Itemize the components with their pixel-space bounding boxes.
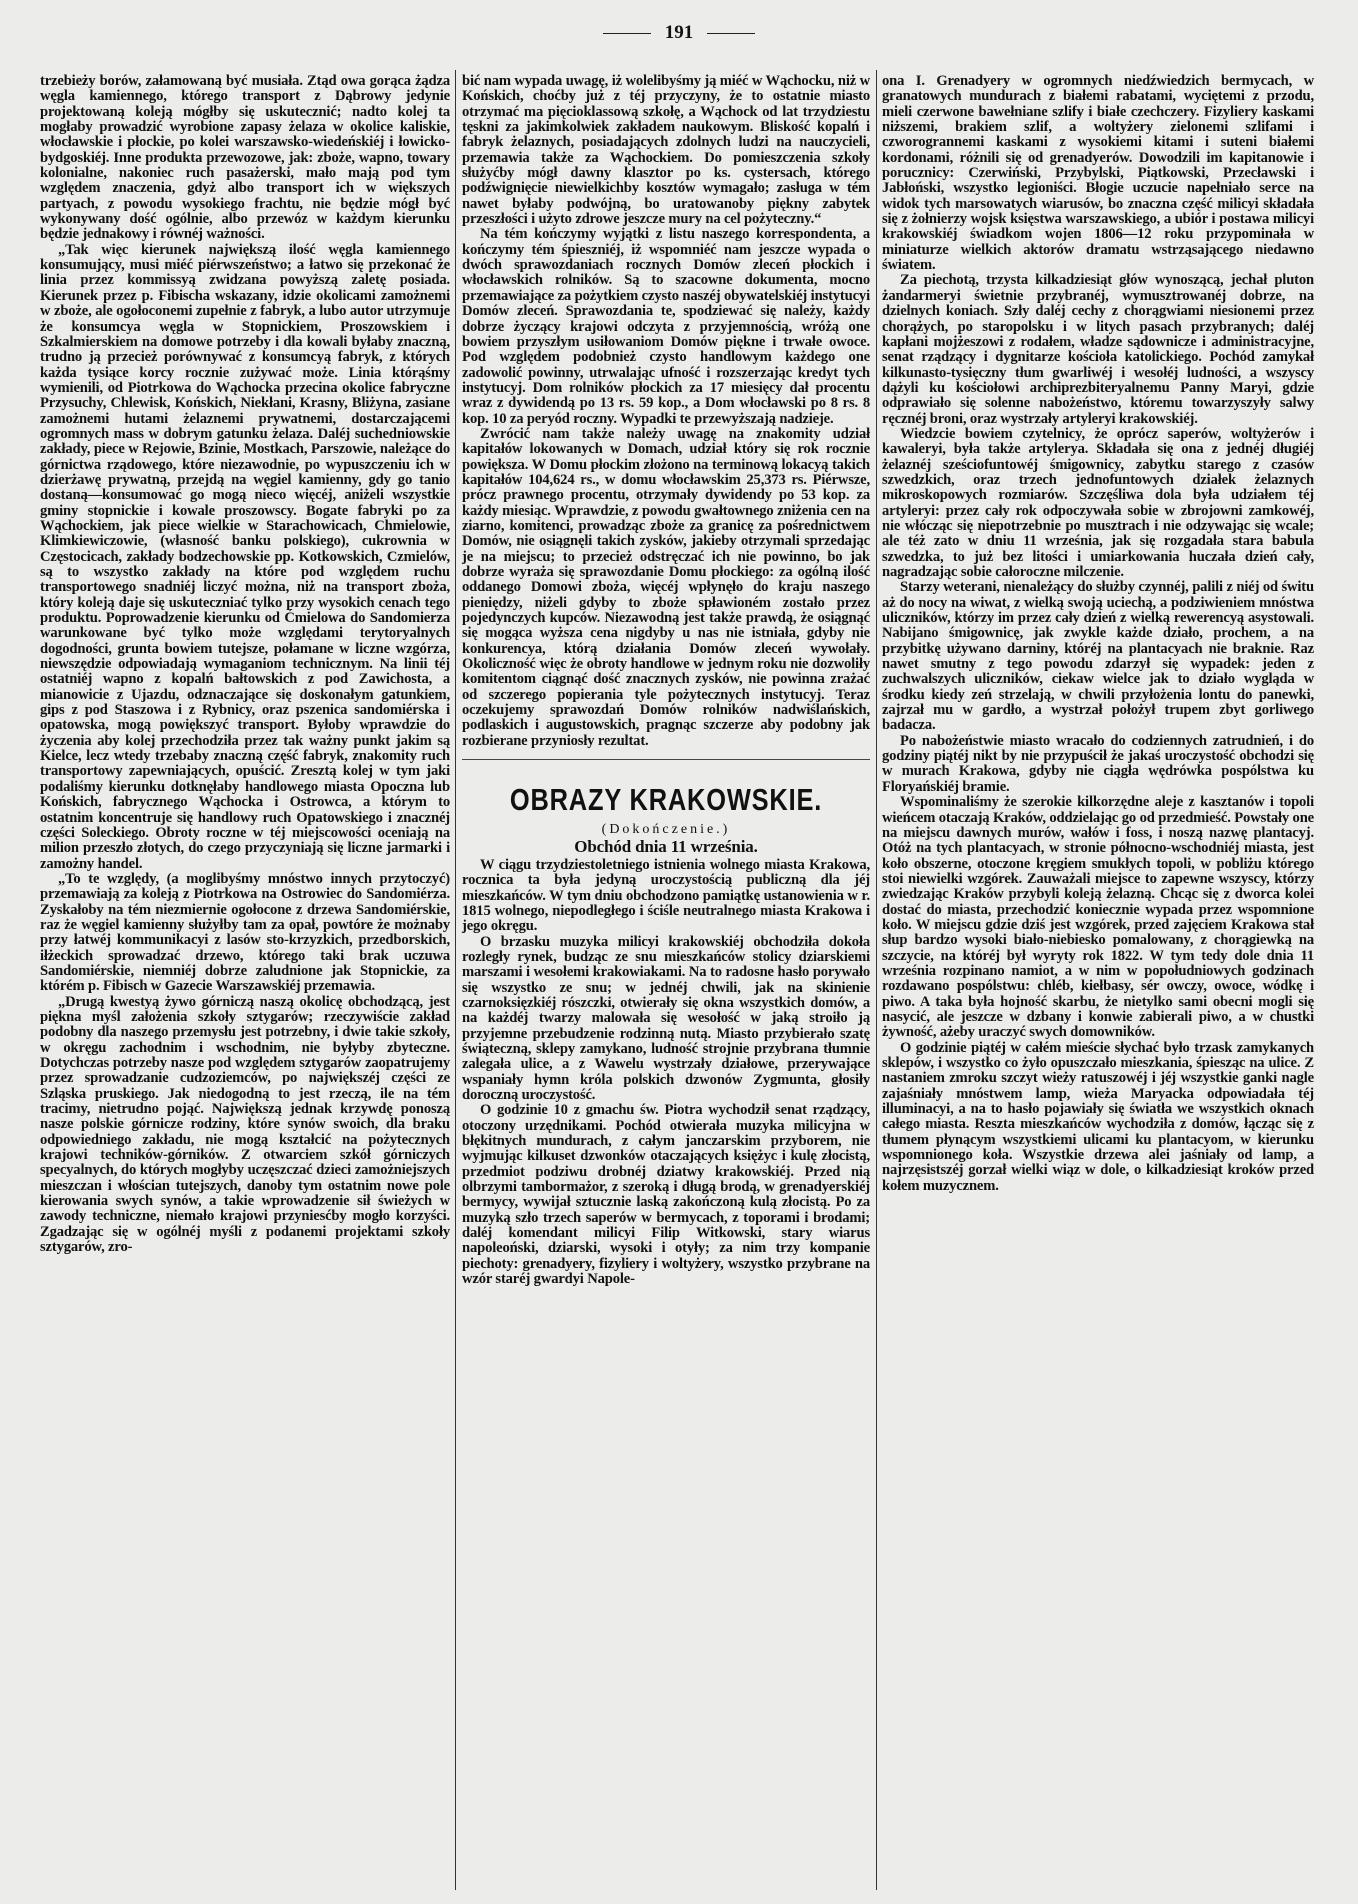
page-number-text: 191 — [664, 22, 694, 43]
column-2 — [462, 74, 870, 1287]
paragraph: Starzy weterani, nienależący do służby czynnéj, palili z niéj od świtu aż do nocy na wiwat, z wielką swoją uciechą, a podziwieniem mnóstwa uliczników, którzy im przez cały dzień z wielką rewerencyą asystowali. Nabijano śmigownicę, jak zwykle każde działo, prochem, a na przybitkę używano darniny, któréj na plantacyach nie braknie. Raz nawet smutny z tego powodu zdarzył się wypadek: jeden z zuchwalszych uliczników, ciekaw wielce jak to działo wygląda w środku kiedy zeń strzelają, w chwili przyłożenia lontu do panewki, zajrzał mu w gardło, a wystrzał położył trupem zbyt gorliwego badacza. — [882, 579, 1314, 734]
article-subtitle: (Dokończenie.) — [601, 822, 731, 838]
column-3 — [882, 74, 1314, 1194]
paragraph: bić nam wypada uwagę, iż wolelibyśmy ją miéć w Wąchocku, niż w Końskich, choćby już z téj przyczyny, że to ostatnie miasto otrzymać ma pięcioklassową szkołę, a Wąchock od lat trzydziestu tęskni za jakimkolwiek zakładem naukowym. Bliskość kopalń i fabryk żelaznych, posiadających zdolnych ludzi na nauczycieli, przemawia także za Wąchockiem. Do pomieszczenia szkoły służyćby mógł dawny klasztor po ks. cystersach, którego podźwignięcie niewielkichby kosztów wymagało; zasługa w tém nawet byłaby podwójną, bo uratowanoby piękny zabytek przeszłości i użyto zdrowe jeszcze mury na cel pożyteczny.“ — [462, 73, 870, 228]
divider — [603, 33, 651, 34]
paragraph: „To te względy, (a moglibyśmy mnóstwo innych przytoczyć) przemawiają za koleją z Piotrkowa na Ostrowiec do Sandomiérza. Zyskałoby na tém niezmiernie ogołocone z drzewa Sandomiérskie, raz że węgiel kamienny służyłby tam za opał, powtóre że możnaby przy łatwéj kommunikacyi z lasów sto-krzyzkich, przedborskich, iłżeckich sprowadzać drzewo, którego taki brak uczuwa Sandomiérskie, niemniéj dobrze zaludnione jak Stopnickie, za którém p. Fibisch w Gazecie Warszawskiéj przemawia. — [40, 870, 450, 995]
paragraph: „Tak więc kierunek największą ilość węgla kamiennego konsumujący, musi miéć piérwszeństwo; a łatwo się przekonać że linia przez kommissyą zwidzana powyższą zaletę posiada. Kierunek przez p. Fibischa wskazany, idzie okolicami zamożnemi w zboże, ale ogołoconemi zupełnie z fabryk, a lubo autor utrzymuje że konsumcya węgla w Stopnickiem, Proszowskiem i Szkalmierskiem na domowe potrzeby i dla kowali byłaby znaczną, trudno ją przecież porównywać z konsumcyą fabryk, z których każda tysiące korcy rocznie zużywać może. Linia którąśmy wymienili, od Piotrkowa do Wąchocka przecina okolice fabryczne Przysuchy, Chlewisk, Końskich, Niekłani, Krasny, Bliżyna, zasiane zamożnemi hutami żelaznemi prywatnemi, dostarczającemi ogromnych mass w dobrym gatunku żelaza. Daléj suchedniowskie zakłady, piece w Rejowie, Bzinie, Mostkach, Parszowie, należące do górnictwa rządowego, które niezawodnie, po wypuszczeniu ich w dzierżawę prywatną, przejdą na węgiel kamienny, gdy go tanio dostaną—konsumować go mogą nieco więcéj, aniżeli wszystkie gminy stopnickie i kowale proszowscy. Bogate fabryki po za Wąchockiem, jak piece wielkie w Starachowicach, Chmielowie, Klimkiewiczowie, (własność banku polskiego), cukrownia w Częstocicach, zakłady bodzechowskie pp. Kotkowskich, Czmielów, są to wszystko zakłady na które pod względem ruchu transportowego snadniéj liczyć można, niż na transport zboża, który koleją daje się uskuteczniać tylko przy wysokich cenach tego produktu. Poprowadzenie kierunku od Ćmielowa do Sandomierza warunkowane być tylko może względami terytoryalnych dogodności, grunta bowiem tutejsze, połamane w liczne wzgórza, niewszędzie odpowiadają wymaganiom technicznym. Na linii téj ostatniéj wapno z kopalń bałtowskich z pod Zawichosta, a mianowicie z Ujazdu, odznaczające się doskonałym gatunkiem, gips z pod Staszowa i z Rybnicy, oraz pszenica sandomiérska i opatowska, mogą powiększyć transport. Byłoby wprawdzie do życzenia aby kolej przechodziła przez tak ważny punkt jakim są Kielce, lecz wtedy trzebaby znaczną część fabryk, znakomity ruch transportowy zapewniających, opuścić. Zresztą kolej w tym jaki podaliśmy kierunku dotknęłaby handlowego miasta Opoczna lub Końskich, fabrycznego Wąchocka i Ostrowca, a którym to ostatnim koncentruje się handlowy ruch Opatowskiego i znacznéj części Soleckiego. Obroty roczne w téj miejscowości oceniają na milion przeszło złotych, do czego przyczyniają się liczne jarmarki i zamożny handel. — [40, 241, 450, 872]
paragraph: Zwrócić nam także należy uwagę na znakomity udział kapitałów lokowanych w Domach, udział który się rok rocznie powiększa. W Domu płockim złożono na terminową lokacyą takich kapitałów 104,624 rs., w domu włocławskim 25,373 rs. Piérwsze, prócz prawnego procentu, otrzymały dywidendy po 53 kop. za każdy miesiąc. Wprawdzie, z powodu gwałtownego zniżenia cen na ziarno, komitenci, prowadząc zboże za granicę za pośrednictwem Domów, nie osiągnęli takich zysków, jakieby otrzymali sprzedając je na miejscu; to przecież odstręczać ich nie powinno, bo jak dobrze wyraża się sprawozdanie Domu płockiego: za ogólną ilość oddanego Domowi zboża, więcéj wpłynęło do kraju naszego pieniędzy, niżeli gdyby to zboże spławioném zostało przez pojedynczych kupców. Niezawodną jest także prawdą, że osiągnąć się mogąca wyższa cena nigdyby u nas nie istniała, gdyby nie konkurencya, którą działania Domów zleceń wywołały. Okoliczność więc że obroty handlowe w jednym roku nie dozwoliły komitentom ciągnąć dość znacznych zysków, nie powinna zrażać od szczerego popierania tyle pożytecznych instytucyj. Teraz oczekujemy sprawozdań Domów rolników nadwiślańskich, podlaskich i augustowskich, pragnąc szczerze aby podobny jak rozbierane przyniosły rezultat. — [462, 425, 870, 749]
page-number — [0, 22, 1358, 44]
paragraph: W ciągu trzydziestoletniego istnienia wolnego miasta Krakowa, rocznica ta była jedyną uroczystością publiczną dla jéj mieszkańców. W tym dniu obchodzono pamiątkę ustanowienia w r. 1815 wolnego, niepodległego i ściśle neutralnego miasta Krakowa i jego okręgu. — [462, 856, 870, 935]
section-divider — [462, 759, 870, 760]
paragraph: „Drugą kwestyą żywo górniczą naszą okolicę obchodzącą, jest piękna myśl założenia szkoły sztygarów; rzeczywiście zakład podobny dla naszego przemysłu jest potrzebny, i dwie takie szkoły, w okręgu zachodnim i wschodnim, nie byłyby zbyteczne. Dotychczas potrzeby nasze pod względem sztygarów zaopatrujemy przez sprowadzanie cudzoziemców, po największéj części ze Szląska pruskiego. Jak niedogodną to jest rzeczą, ile na tém tracimy, nietrudno pojąć. Największą jednak krzywdę ponoszą nasze polskie górnicze rodziny, które synów swoich, dla braku odpowiedniego zakładu, nie mogą kształcić na pożytecznych krajowi techników-górników. Z otwarciem szkół górniczych specyalnych, do których mogłyby uczęszczać dzieci zamożniejszych mieszczan i włościan tutejszych, danoby tym ostatnim nowe pole kierowania swych synów, a takie wprowadzenie sił świeżych w zawody techniczne, niemało krajowi przyniesćby mogło korzyści. Zgadzając się w ogólnéj myśli z podanemi projektami szkoły sztygarów, zro- — [40, 993, 450, 1256]
paragraph: Wspominaliśmy że szerokie kilkorzędne aleje z kasztanów i topoli wieńcem otaczają Kraków, oddzielając go od przedmieść. Powstały one na miejscu dawnych murów, wałów i foss, i noszą nazwę plantacyj. Otóż na tych plantacyach, w stronie północno-wschodniéj miasta, jest koło obszerne, otoczone kręgiem smukłych topoli, w pobliżu którego stoi niewielki wzgórek. Zauważali miejsce to zapewne wszyscy, którzy zwiedzając Kraków przybyli koleją żelazną. Chcąc się z dworca kolei dostać do miasta, przechodzić koniecznie wypada przez wspomnione koło. W miejscu gdzie dziś jest wzgórek, przed zajęciem Krakowa stał słup bardzo wysoki biało-niebiesko pomalowany, z chorągiewką na szczycie, na któréj był wyryty rok 1822. W tym tedy dole dnia 11 września rozpinano namiot, a w nim w popołudniowych godzinach rozdawano pospólstwu: chléb, kiełbasy, sér owczy, owoce, wódkę i piwo. A taka była hojność skarbu, że nietylko sami obecni mogli się nasycić, ale jeszcze w dzbany i konwie zabierali piwo, a w chustki żywność, ażeby uraczyć swych domowników. — [882, 794, 1314, 1041]
paragraph: O godzinie 10 z gmachu św. Piotra wychodził senat rządzący, otoczony urzędnikami. Pochód otwierała muzyka milicyjna w błękitnych mundurach, z całym janczarskim przyborem, nie wyjmując kilkuset dzwonków otaczających księżyc i kulę złocistą, przedmiot podziwu drobnéj dziatwy krakowskiéj. Przed nią olbrzymi tambormażor, z szeroką i długą brodą, w grenadyerskiéj bermycy, wywijał sztucznie laską zakończoną kulą złocistą. Po za muzyką szło trzech saperów w bermycach, z toporami i brodami; daléj komendant milicyi Filip Witkowski, stary wiarus napoleoński, dziarski, wysoki i otyły; za nim trzy kompanie piechoty: grenadyery, fizyliery i woltyżery, wszystko przybrane na wzór staréj gwardyi Napole- — [462, 1102, 870, 1288]
paragraph: O godzinie piątéj w całém mieście słychać było trzask zamykanych sklepów, i wszystko co żyło opuszczało mieszkania, śpiesząc na ulice. Z nastaniem zmroku szczyt wieży ratuszowéj i jéj wszystkie ganki nagle zajaśniały mnóstwem lamp, wieża Maryacka odpowiadała téj illuminacyi, a na to hasło pojawiały się światła we wszystkich oknach całego miasta. Reszta mieszkańców wychodziła z domów, łącząc się z tłumem płynącym wszystkiemi ulicami ku plantacyom, w kierunku wspomnionego koła. Wszystkie drzewa alei jaśniały od lamp, a najrzęsistszéj gorzał wielki wiąz w dole, o kilkadziesiąt kroków przed kołem muzycznem. — [882, 1039, 1314, 1194]
column-rule — [876, 70, 877, 1890]
paragraph: Za piechotą, trzysta kilkadziesiąt głów wynoszącą, jechał pluton żandarmeryi świetnie przybranéj, wymusztrowanéj dobrze, na dzielnych koniach. Szły daléj cechy z chorągwiami niesionemi przez chorążych, po staropolsku i w litych pasach przybranych; daléj kapłani mojżeszowi z rodałem, władze sądownicze i administracyjne, senat rządzący i dygnitarze kościoła katolickiego. Pochód zamykał kilkunasto-tysięczny tłum gwarliwéj i wesołéj ludności, a wszyscy dążyli ku kościołowi archiprezbiteryalnemu Panny Maryi, gdzie odprawiało się solenne nabożeństwo, któremu towarzyszyły salwy ręcznéj broni, oraz wystrzały artyleryi krakowskiéj. — [882, 272, 1314, 427]
column-rule — [455, 70, 456, 1890]
section-heading: Obchód dnia 11 września. — [574, 837, 758, 857]
paragraph: Wiedzcie bowiem czytelnicy, że oprócz saperów, woltyżerów i kawaleryi, była także artylerya. Składała się ona z jednéj długiéj żelaznéj sześciofuntowéj śmigownicy, zabytku starego z czasów szwedzkich, oraz trzech jednofuntowych działek żelaznych mikroskopowych rozmiarów. Szczęśliwa dola była udziałem téj artyleryi: przez cały rok odpoczywała sobie w zbrojowni zamkowéj, nie włócząc się niepotrzebnie po musztrach i nie odzywając się wcale; ale téż zato w dniu 11 września, jak się rozgadała stara babula szwedzka, to już bez litości i umiarkowania huczała dzień cały, nagradzając sobie całoroczne milczenie. — [882, 425, 1314, 580]
paragraph: trzebieży borów, załamowaną być musiała. Ztąd owa gorąca żądza węgla kamiennego, którego transport z Dąbrowy jedynie projektowaną koleją mógłby się uskutecznić; nadto kolej ta mogłaby prowadzić wyrobione zapasy żelaza w okolice kaliskie, włocławskie i płockie, po kolei warszawsko-wiedeńskiéj i łowicko-bydgoskiéj. Inne produkta przewozowe, jak: zboże, wapno, towary kolonialne, nakoniec ruch pasażerski, mało mają pod tym względem znaczenia, gdyż albo transport ich w większych partyach, z powodu wysokiego frachtu, nie będzie mógł być wykonywany dość ogólnie, albo przewóz w każdym kierunku będzie jednakowy i równéj ważności. — [40, 73, 450, 243]
paragraph: O brzasku muzyka milicyi krakowskiéj obchodziła dokoła rozległy rynek, budząc ze snu mieszkańców stolicy dziarskiemi marszami i wesołemi krakowiakami. Na to radosne hasło porywało się wszystko ze snu; w jednéj chwili, jak na skinienie czarnoksięzkiéj rószczki, otwierały się okna wszystkich domów, a na każdéj twarzy malowała się wesołość w jaką stroiło ją przyjemne przebudzenie rodzinną nutą. Miasto przybierało szatę świąteczną, sklepy zamykano, ludność strojnie przybrana tłumnie zalegała ulice, a z Wawelu wystrzały działowe, przerywające wspaniały hymn króla polskich dzwonów Zygmunta, głosiły doroczną uroczystość. — [462, 933, 870, 1103]
paragraph: ona I. Grenadyery w ogromnych niedźwiedzich bermycach, w granatowych mundurach z białemi rabatami, wyciętemi z przodu, mieli czerwone bawełniane szlify i białe czechczery. Fizyliery kaskami niższemi, brakiem szlif, a woltyżery zielonemi szlifami i czworogrannemi kaskami z wysokiemi kitami i suteni białemi kordonami, różnili się od grenadyerów. Dowodzili im kapitanowie i porucznicy: Czerwiński, Przybylski, Piątkowski, Przecławski i Jabłoński, wszystko legioniści. Błogie uczucie napełniało serce na widok tych marsowatych wiarusów, bo znaczna część milicyi składała się z żołnierzy wojsk księstwa warszawskiego, a ubiór i postawa milicyi krakowskiéj świadkom wojen 1806—12 roku przypominała w miniaturze wielkich aktorów dramatu wstrząsającego niedawno światem. — [882, 73, 1314, 274]
paragraph: Po nabożeństwie miasto wracało do codziennych zatrudnień, i do godziny piątéj nikt by nie przypuścił że jakaś uroczystość obchodzi się w murach Krakowa, gdyby nie ciągła wędrówka pospólstwa ku Floryańskiéj bramie. — [882, 732, 1314, 795]
divider — [707, 33, 755, 34]
column-1 — [40, 74, 450, 1255]
paragraph: Na tém kończymy wyjątki z listu naszego korrespondenta, a kończymy tém śpieszniéj, iż wspomniéć nam jeszcze wypada o dwóch sprawozdaniach rocznych Domów zleceń płockich i włocławskich rolników. Są to szacowne dokumenta, mocno przemawiające za pożytkiem czysto naszéj obywatelskiéj instytucyi Domów zleceń. Sprawozdania te, spodziewać się należy, każdy dobrze życzący krajowi odczyta z przyjemnością, wróżą one bowiem przyszłym usiłowaniom Domów piękne i trwałe owoce. Pod względem podobnież czysto handlowym każdego one zadowolić powinny, utrwalając ufność i rozszerzając kredyt tych instytucyj. Dom rolników płockich za 17 miesięcy dał procentu wraz z dywidendą po 13 rs. 59 kop., a Dom włocławski po 8 rs. 8 kop. 10 za peryód roczny. Wypadki te przewyższają nadzieje. — [462, 226, 870, 427]
article-title: OBRAZY KRAKOWSKIE. — [509, 782, 823, 818]
